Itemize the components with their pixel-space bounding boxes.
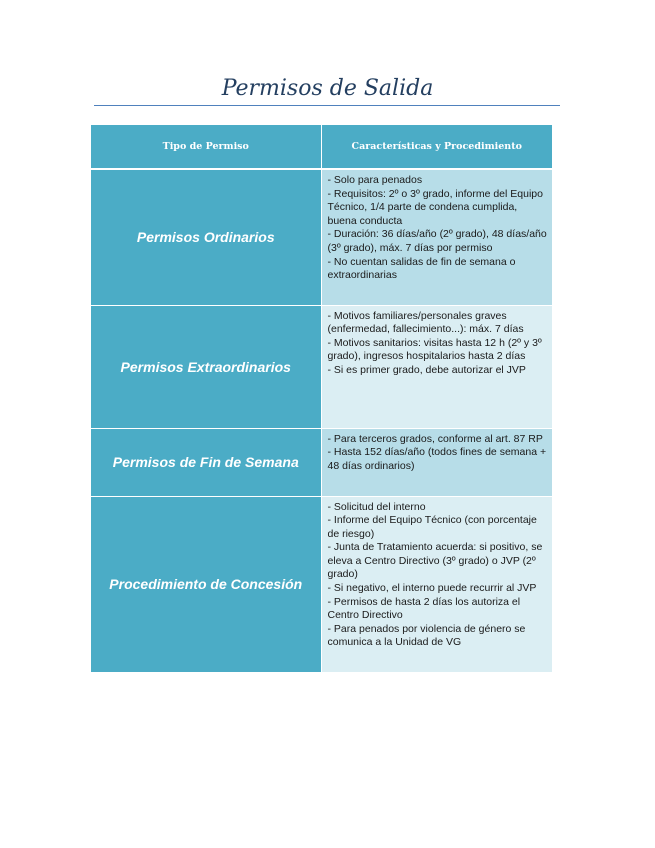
page-title: Permisos de Salida: [221, 76, 434, 101]
description-line: - Junta de Tratamiento acuerda: si positivo, se eleva a Centro Directivo (3º grado) o JVP (2º grado): [327, 541, 543, 581]
description-line: - Para penados por violencia de género se comunica a la Unidad de VG: [327, 622, 526, 649]
description-line: - Motivos sanitarios: visitas hasta 12 h (2º y 3º grado), ingresos hospitalarios hasta 2 días: [327, 336, 542, 363]
description-line: - Informe del Equipo Técnico (con porcentaje de riesgo): [327, 514, 537, 540]
description-line: - Solo para penados: [327, 174, 423, 186]
permits-table: [91, 125, 552, 673]
permit-name: Permisos Ordinarios: [91, 169, 321, 305]
permit-name: Procedimiento de Concesión: [91, 496, 321, 672]
description-line: - No cuentan salidas de fin de semana o extraordinarias: [327, 255, 516, 282]
description-line: - Solicitud del interno: [327, 500, 426, 513]
description-line: - Requisitos: 2º o 3º grado, informe del Equipo Técnico, 1/4 parte de condena cumplida, buena conducta: [327, 187, 543, 227]
table-header-row: [91, 125, 552, 169]
description-line: - Para terceros grados, conforme al art. 87 RP: [327, 432, 543, 445]
table-row: [91, 305, 552, 428]
description-line: - Si es primer grado, debe autorizar el JVP: [327, 363, 526, 376]
permit-name: Permisos de Fin de Semana: [91, 428, 321, 496]
table-row: [91, 428, 552, 496]
permit-description: [321, 305, 552, 428]
header-permit-type: Tipo de Permiso: [91, 125, 321, 169]
table-row: [91, 496, 552, 672]
description-line: - Duración: 36 días/año (2º grado), 48 días/año (3º grado), máx. 7 días por permiso: [327, 228, 547, 254]
permit-name: Permisos Extraordinarios: [91, 305, 321, 428]
description-line: - Motivos familiares/personales graves (enfermedad, fallecimiento...): máx. 7 días: [327, 309, 524, 336]
description-line: - Si negativo, el interno puede recurrir al JVP: [327, 582, 537, 595]
permit-description: [321, 428, 552, 496]
description-line: - Permisos de hasta 2 días los autoriza el Centro Directivo: [327, 595, 521, 622]
header-characteristics: Características y Procedimiento: [321, 125, 552, 169]
table-row: [91, 169, 552, 305]
permit-description: [321, 496, 552, 672]
description-line: - Hasta 152 días/año (todos fines de semana + 48 días ordinarios): [327, 446, 547, 472]
title-underline: [94, 105, 560, 106]
permit-description: [321, 169, 552, 305]
